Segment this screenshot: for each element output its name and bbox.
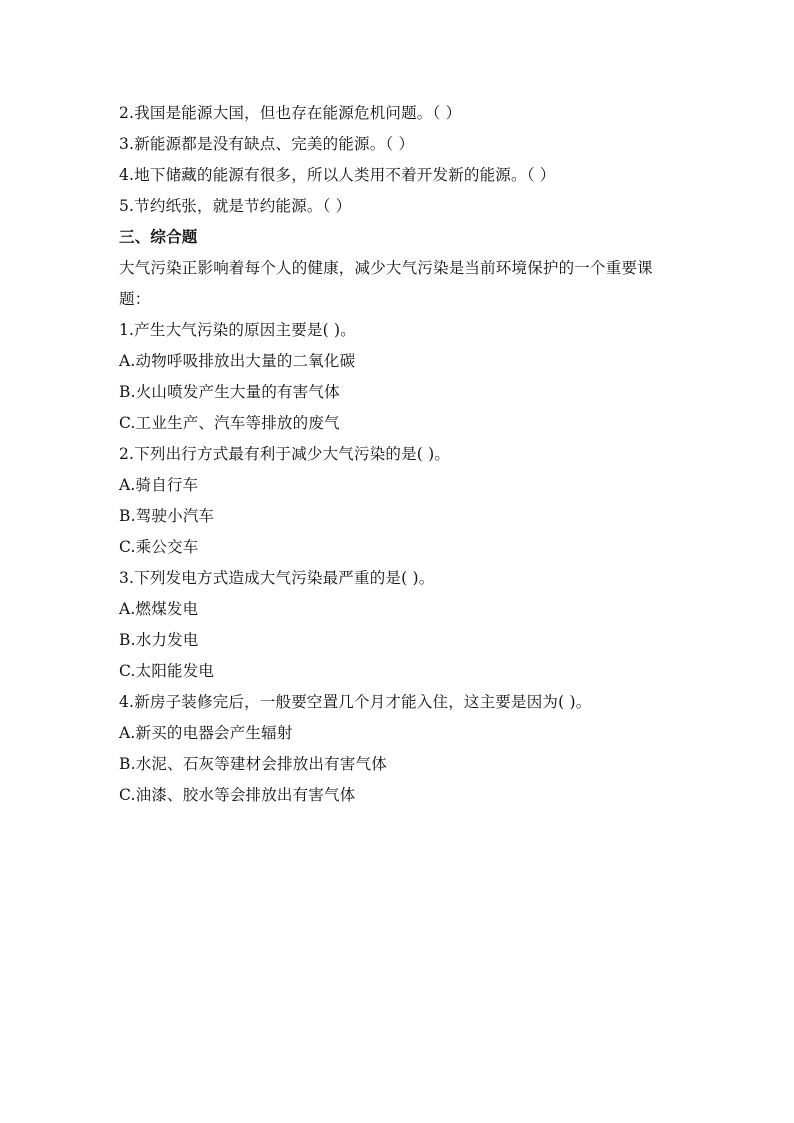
- question-4: [119, 687, 719, 811]
- judgement-item-3: 3.新能源都是没有缺点、完美的能源。（ ）: [119, 135, 415, 153]
- option-a: A.动物呼吸排放出大量的二氧化碳: [119, 352, 356, 370]
- option-b: B.水力发电: [119, 631, 199, 649]
- option-c: C.油漆、胶水等会排放出有害气体: [119, 786, 356, 804]
- question-1: [119, 315, 719, 439]
- option-c: C.工业生产、汽车等排放的废气: [119, 414, 340, 432]
- question-3: [119, 563, 719, 687]
- option-c: C.太阳能发电: [119, 662, 215, 680]
- judgement-item-5: 5.节约纸张，就是节约能源。（ ）: [119, 197, 352, 215]
- question-2: [119, 439, 719, 563]
- question-stem: 2.下列出行方式最有利于减少大气污染的是( )。: [119, 445, 451, 463]
- option-b: B.火山喷发产生大量的有害气体: [119, 383, 340, 401]
- option-c: C.乘公交车: [119, 538, 199, 556]
- section-intro: 大气污染正影响着每个人的健康，减少大气污染是当前环境保护的一个重要课题：: [119, 259, 653, 308]
- option-a: A.骑自行车: [119, 476, 199, 494]
- option-b: B.驾驶小汽车: [119, 507, 215, 525]
- question-stem: 1.产生大气污染的原因主要是( )。: [119, 321, 356, 339]
- judgement-item-4: 4.地下储藏的能源有很多，所以人类用不着开发新的能源。（ ）: [119, 166, 556, 184]
- section-title: 三、综合题: [119, 228, 198, 246]
- option-a: A.新买的电器会产生辐射: [119, 724, 293, 742]
- document-page: [119, 98, 719, 811]
- question-stem: 4.新房子装修完后，一般要空置几个月才能入住，这主要是因为( )。: [119, 693, 592, 711]
- question-stem: 3.下列发电方式造成大气污染最严重的是( )。: [119, 569, 435, 587]
- judgement-item-2: 2.我国是能源大国，但也存在能源危机问题。（ ）: [119, 104, 462, 122]
- option-a: A.燃煤发电: [119, 600, 199, 618]
- option-b: B.水泥、石灰等建材会排放出有害气体: [119, 755, 387, 773]
